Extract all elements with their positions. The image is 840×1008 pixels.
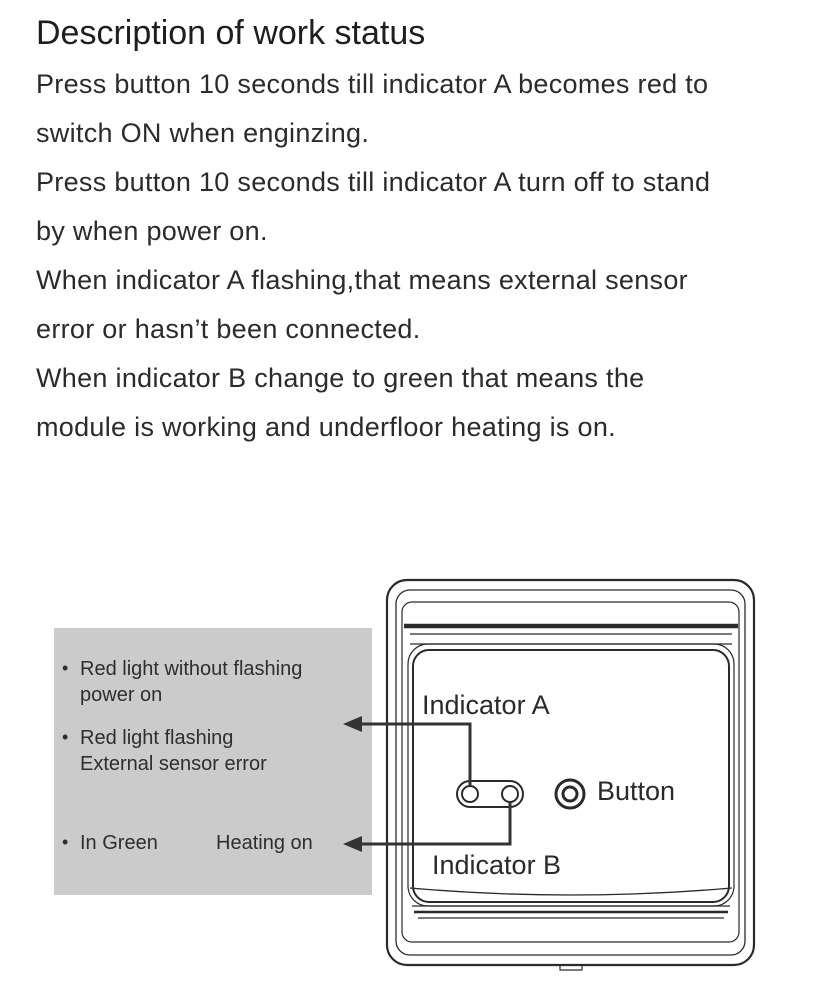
legend-item-green-meaning: Heating on xyxy=(216,832,313,854)
legend-bullet: • xyxy=(62,832,69,852)
description-line: switch ON when enginzing. xyxy=(36,118,370,148)
arrow-left-icon xyxy=(343,716,362,732)
description-line: When indicator A flashing,that means external sensor xyxy=(36,265,688,295)
indicator-a-label: Indicator A xyxy=(422,690,550,720)
legend-item-red-flashing-meaning: External sensor error xyxy=(80,753,267,775)
legend-bullet: • xyxy=(62,727,69,747)
description-line: error or hasn’t been connected. xyxy=(36,314,421,344)
legend-item-red-steady-meaning: power on xyxy=(80,684,163,706)
indicator-b-label: Indicator B xyxy=(432,850,562,880)
legend-bullet: • xyxy=(62,658,69,678)
device-housing xyxy=(387,580,754,970)
legend-item-green: In Green xyxy=(80,832,158,854)
button-label: Button xyxy=(597,776,676,806)
legend-item-red-steady: Red light without flashing xyxy=(80,658,303,680)
description-line: Press button 10 seconds till indicator A becomes red to xyxy=(36,69,709,99)
indicator-leds xyxy=(457,781,523,807)
legend-item-red-flashing: Red light flashing xyxy=(80,727,234,749)
description-line: module is working and underfloor heating is on. xyxy=(36,412,616,442)
page-title: Description of work status xyxy=(36,14,426,52)
description-line: When indicator B change to green that means the xyxy=(36,363,645,393)
arrow-left-icon xyxy=(343,836,362,852)
description-line: by when power on. xyxy=(36,216,268,246)
button-icon xyxy=(556,780,584,808)
description-line: Press button 10 seconds till indicator A turn off to stand xyxy=(36,167,711,197)
